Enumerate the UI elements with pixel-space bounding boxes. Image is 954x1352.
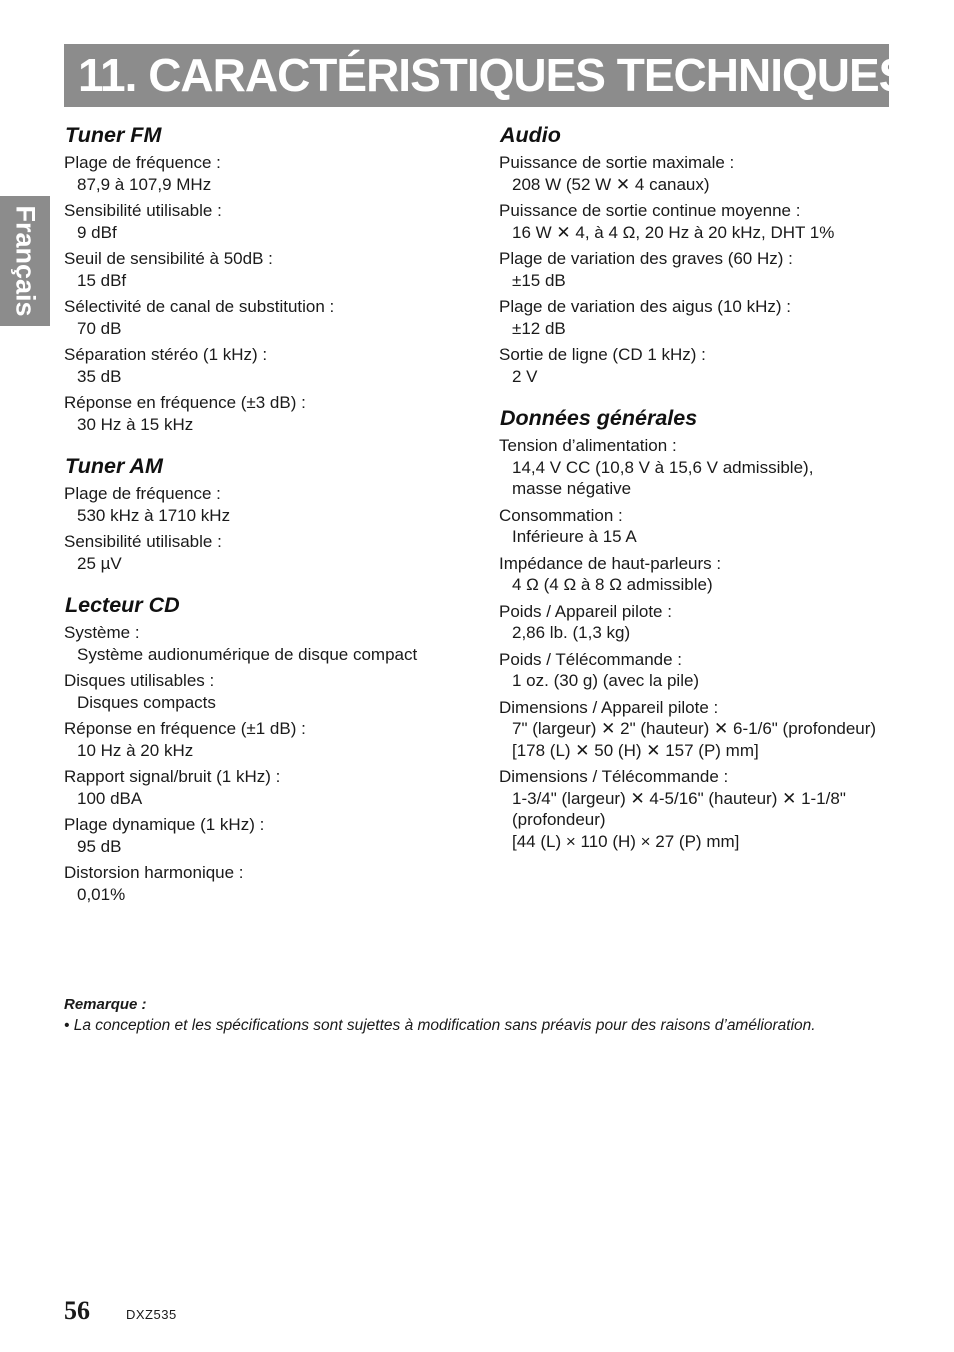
spec-label: Puissance de sortie continue moyenne : <box>499 201 801 220</box>
spec-item <box>499 296 899 339</box>
spec-item <box>64 814 464 857</box>
section-heading: Données générales <box>500 406 698 430</box>
spec-item <box>64 483 464 526</box>
spec-item <box>64 200 464 243</box>
spec-item <box>499 344 899 387</box>
spec-item <box>499 505 899 548</box>
spec-section <box>499 405 899 852</box>
spec-label: Sortie de ligne (CD 1 kHz) : <box>499 345 706 364</box>
spec-label: Poids / Télécommande : <box>499 649 682 669</box>
spec-section <box>64 592 464 905</box>
spec-value: masse négative <box>512 479 632 498</box>
remark-title: Remarque : <box>64 996 147 1013</box>
remark-text: • La conception et les spécifications sont sujettes à modification sans préavis pour des raisons d’amélioration. <box>64 1017 816 1034</box>
spec-section <box>64 453 464 574</box>
spec-item <box>499 248 899 291</box>
spec-value: 87,9 à 107,9 MHz <box>77 174 212 194</box>
section-heading: Audio <box>500 123 561 147</box>
page-footer <box>64 1296 177 1326</box>
spec-label: Impédance de haut-parleurs : <box>499 553 722 573</box>
spec-label: Tension d’alimentation : <box>499 436 677 455</box>
spec-label: Plage de fréquence : <box>64 484 221 503</box>
spec-value: Inférieure à 15 A <box>512 527 637 546</box>
spec-label: Sensibilité utilisable : <box>64 201 222 220</box>
page-number: 56 <box>64 1296 90 1325</box>
spec-value: 70 dB <box>77 318 122 338</box>
spec-item <box>64 670 464 713</box>
spec-label: Rapport signal/bruit (1 kHz) : <box>64 767 281 786</box>
spec-column-right <box>499 122 899 857</box>
page-title: 11. CARACTÉRISTIQUES TECHNIQUES <box>78 49 909 101</box>
spec-value: [44 (L) × 110 (H) × 27 (P) mm] <box>512 831 740 851</box>
spec-label: Sensibilité utilisable : <box>64 532 222 551</box>
spec-item <box>64 344 464 387</box>
spec-value: 16 W ✕ 4, à 4 Ω, 20 Hz à 20 kHz, DHT 1% <box>512 222 835 242</box>
spec-value: 208 W (52 W ✕ 4 canaux) <box>512 174 710 194</box>
spec-value: 10 Hz à 20 kHz <box>77 740 194 760</box>
spec-item <box>499 553 899 596</box>
spec-label: Poids / Appareil pilote : <box>499 601 672 621</box>
spec-item <box>64 248 464 291</box>
spec-value: 15 dBf <box>77 270 127 290</box>
spec-item <box>64 622 464 665</box>
spec-label: Plage de variation des graves (60 Hz) : <box>499 249 793 268</box>
spec-item <box>499 601 899 644</box>
spec-value: 95 dB <box>77 836 122 856</box>
spec-item <box>499 152 899 195</box>
spec-label: Plage de fréquence : <box>64 153 221 172</box>
spec-label: Séparation stéréo (1 kHz) : <box>64 345 268 364</box>
spec-value: 530 kHz à 1710 kHz <box>77 505 231 525</box>
section-heading: Lecteur CD <box>65 593 180 617</box>
spec-label: Dimensions / Télécommande : <box>499 767 729 786</box>
spec-label: Sélectivité de canal de substitution : <box>64 297 335 316</box>
spec-item <box>64 152 464 195</box>
spec-value: 14,4 V CC (10,8 V à 15,6 V admissible), <box>512 457 814 477</box>
spec-label: Seuil de sensibilité à 50dB : <box>64 249 273 268</box>
spec-column-left <box>64 122 464 910</box>
spec-label: Consommation : <box>499 505 623 525</box>
section-heading: Tuner AM <box>65 454 163 478</box>
spec-label: Distorsion harmonique : <box>64 863 244 882</box>
spec-value: Disques compacts <box>77 692 216 712</box>
remark-block <box>64 995 924 1037</box>
spec-value: Système audionumérique de disque compact <box>77 644 418 664</box>
spec-value: 1-3/4" (largeur) ✕ 4-5/16" (hauteur) ✕ 1-1/8" <box>512 788 846 808</box>
title-bar <box>64 44 909 107</box>
spec-item <box>64 766 464 809</box>
spec-value: (profondeur) <box>512 810 606 829</box>
spec-value: ±15 dB <box>512 270 566 290</box>
spec-label: Réponse en fréquence (±3 dB) : <box>64 393 306 412</box>
model-number: DXZ535 <box>126 1307 177 1322</box>
spec-value: [178 (L) ✕ 50 (H) ✕ 157 (P) mm] <box>512 740 759 760</box>
spec-label: Réponse en fréquence (±1 dB) : <box>64 719 306 738</box>
spec-value: 0,01% <box>77 884 126 904</box>
spec-value: 1 oz. (30 g) (avec la pile) <box>512 671 700 690</box>
spec-value: 25 µV <box>77 553 122 573</box>
spec-value: 35 dB <box>77 366 122 386</box>
section-heading: Tuner FM <box>65 123 162 147</box>
spec-item <box>64 531 464 574</box>
spec-value: ±12 dB <box>512 318 566 338</box>
spec-label: Plage de variation des aigus (10 kHz) : <box>499 297 791 316</box>
spec-section <box>499 122 899 387</box>
spec-value: 4 Ω (4 Ω à 8 Ω admissible) <box>512 575 713 594</box>
spec-value: 7" (largeur) ✕ 2" (hauteur) ✕ 6-1/6" (profondeur) <box>512 719 877 738</box>
spec-value: 9 dBf <box>77 222 117 242</box>
spec-item <box>64 718 464 761</box>
spec-label: Dimensions / Appareil pilote : <box>499 697 719 717</box>
spec-label: Plage dynamique (1 kHz) : <box>64 815 265 834</box>
spec-label: Système : <box>64 623 140 642</box>
spec-item <box>499 649 899 692</box>
spec-item <box>499 766 899 852</box>
spec-value: 2 V <box>512 366 538 386</box>
spec-label: Puissance de sortie maximale : <box>499 153 735 172</box>
spec-section <box>64 122 464 435</box>
spec-value: 100 dBA <box>77 788 143 808</box>
spec-item <box>64 862 464 905</box>
spec-item <box>64 392 464 435</box>
language-tab-label: Français <box>10 205 41 317</box>
spec-value: 2,86 lb. (1,3 kg) <box>512 623 631 642</box>
spec-item <box>499 200 899 243</box>
spec-item <box>64 296 464 339</box>
spec-item <box>499 697 899 762</box>
language-tab <box>0 196 50 326</box>
spec-label: Disques utilisables : <box>64 671 215 690</box>
spec-value: 30 Hz à 15 kHz <box>77 414 194 434</box>
spec-item <box>499 435 899 500</box>
